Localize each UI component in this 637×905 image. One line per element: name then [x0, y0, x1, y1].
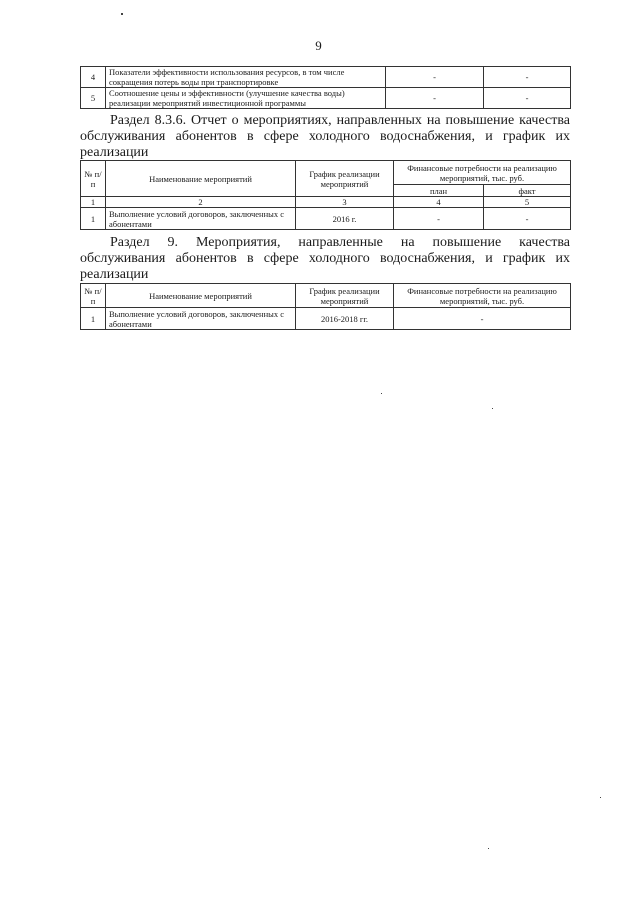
scan-speck: [600, 797, 601, 798]
indicator-value: -: [386, 67, 484, 88]
measure-name: Выполнение условий договоров, заключенных с абонентами: [106, 308, 296, 330]
scan-speck: [121, 13, 123, 15]
row-number: 4: [81, 67, 106, 88]
scan-speck: [381, 393, 382, 394]
row-number: 5: [81, 88, 106, 109]
column-number: 1: [81, 197, 106, 208]
table-row: [81, 88, 571, 109]
table-row: [81, 67, 571, 88]
table-header-row: [81, 284, 571, 308]
page-number: 9: [315, 38, 322, 53]
scan-speck: [488, 848, 489, 849]
header-plan: план: [394, 185, 484, 197]
indicator-name: Показатели эффективности использования ресурсов, в том числе сокращения потерь воды при транспортировке: [106, 67, 386, 88]
column-numbers-row: [81, 197, 571, 208]
measure-name: Выполнение условий договоров, заключенных с абонентами: [106, 208, 296, 230]
indicator-name: Соотношение цены и эффективности (улучшение качества воды) реализации мероприятий инвестиционной программы: [106, 88, 386, 109]
section-9-heading: Раздел 9. Мероприятия, направленные на повышение качества обслуживания абонентов в сфере холодного водоснабжения, и график их реализации: [80, 235, 570, 282]
indicator-value: -: [484, 67, 571, 88]
header-schedule: График реализации мероприятий: [296, 161, 394, 197]
table-header-row: [81, 161, 571, 185]
row-number: 1: [81, 208, 106, 230]
section-8-3-6-heading: Раздел 8.3.6. Отчет о мероприятиях, направленных на повышение качества обслуживания абонентов в сфере холодного водоснабжения, и график их реализации: [80, 113, 570, 160]
section-8-3-6-table: [80, 160, 571, 230]
row-number: 1: [81, 308, 106, 330]
column-number: 2: [106, 197, 296, 208]
header-fact: факт: [484, 185, 571, 197]
indicator-value: -: [484, 88, 571, 109]
measure-plan: -: [394, 208, 484, 230]
column-number: 4: [394, 197, 484, 208]
indicators-table: [80, 66, 571, 109]
column-number: 3: [296, 197, 394, 208]
header-name: Наименование мероприятий: [106, 284, 296, 308]
measure-fact: -: [484, 208, 571, 230]
indicator-value: -: [386, 88, 484, 109]
header-name: Наименование мероприятий: [106, 161, 296, 197]
column-number: 5: [484, 197, 571, 208]
header-schedule: График реализации мероприятий: [296, 284, 394, 308]
table-row: [81, 308, 571, 330]
measure-finance: -: [394, 308, 571, 330]
section-9-table: [80, 283, 571, 330]
measure-schedule: 2016-2018 гг.: [296, 308, 394, 330]
header-number: № п/п: [81, 284, 106, 308]
header-finance: Финансовые потребности на реализацию мероприятий, тыс. руб.: [394, 284, 571, 308]
header-number: № п/п: [81, 161, 106, 197]
header-finance: Финансовые потребности на реализацию мероприятий, тыс. руб.: [394, 161, 571, 185]
table-row: [81, 208, 571, 230]
measure-schedule: 2016 г.: [296, 208, 394, 230]
scan-speck: [492, 408, 493, 409]
